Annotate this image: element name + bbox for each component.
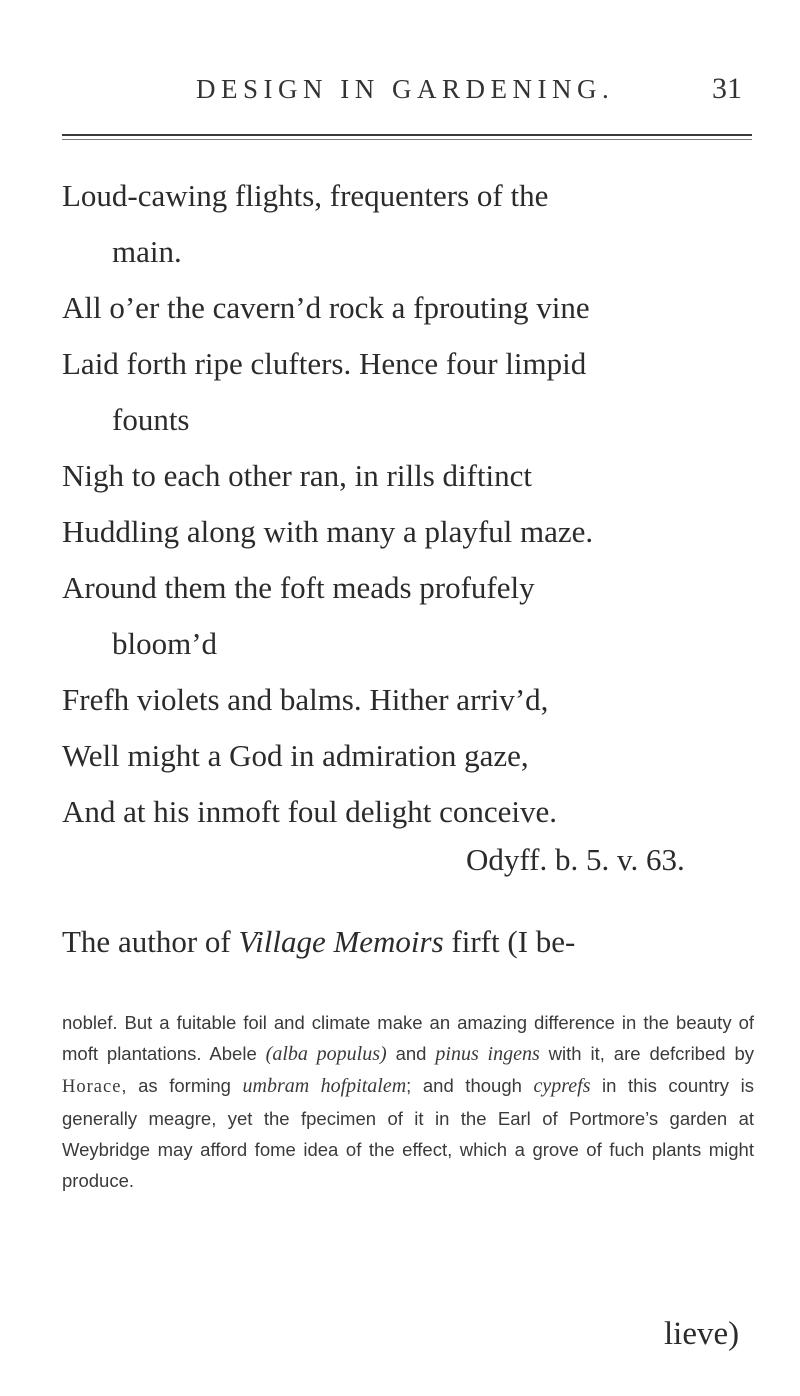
verse-line: All o’er the cavern’d rock a fprouting vine <box>62 290 590 325</box>
footnote-italic: cyprefs <box>533 1075 591 1097</box>
page-number: 31 <box>712 72 742 105</box>
footnote-text: with it, are defcribed by <box>539 1043 755 1064</box>
prose-text: The author of <box>62 924 239 959</box>
footnote-italic: pinus ingens <box>435 1043 540 1065</box>
verse-line: bloom’d <box>112 626 218 661</box>
footnote-text: and <box>386 1043 436 1064</box>
footnote-author: Horace <box>62 1077 122 1097</box>
verse-line: Frefh violets and balms. Hither arriv’d, <box>62 682 549 717</box>
verse-line: founts <box>112 402 190 437</box>
footnote-text: noblef. But a fuitable foil and climate make an amazing difference in the beauty of moft plantations. Abele <box>62 1012 754 1064</box>
footnote <box>62 1007 754 1196</box>
header-rule <box>62 134 752 136</box>
verse-line: Around them the foft meads profufely <box>62 570 535 605</box>
verse-line: Huddling along with many a playful maze. <box>62 514 594 549</box>
running-head <box>0 74 800 114</box>
header-rule-thin <box>62 139 752 140</box>
footnote-italic: (alba populus) <box>265 1043 387 1065</box>
verse-citation: Odyff. b. 5. v. 63. <box>466 842 685 877</box>
verse-line: Well might a God in admiration gaze, <box>62 738 529 773</box>
verse-line: main. <box>112 234 182 269</box>
verse-line: Loud-cawing flights, frequenters of the <box>62 178 549 213</box>
running-title: DESIGN IN GARDENING. <box>196 74 615 104</box>
footnote-text: ; and though <box>406 1075 534 1096</box>
prose-line <box>62 924 752 960</box>
footnote-italic: umbram hofpitalem <box>242 1075 407 1097</box>
catchword: lieve) <box>664 1316 740 1352</box>
footnote-text: in this country is generally meagre, yet the fpecimen of it in the Earl of Portmore’s garden at Weybridge may afford fome idea of the effect, which a grove of fuch plants might produce. <box>62 1075 754 1191</box>
book-title: Village Memoirs <box>238 924 444 959</box>
verse-line: Nigh to each other ran, in rills diftinct <box>62 458 533 493</box>
prose-text: firft (I be- <box>443 924 576 959</box>
verse-line: And at his inmoft foul delight conceive. <box>62 794 558 829</box>
verse-line: Laid forth ripe clufters. Hence four limpid <box>62 346 587 381</box>
footnote-text: , as forming <box>121 1075 243 1096</box>
verse-block <box>62 168 762 840</box>
